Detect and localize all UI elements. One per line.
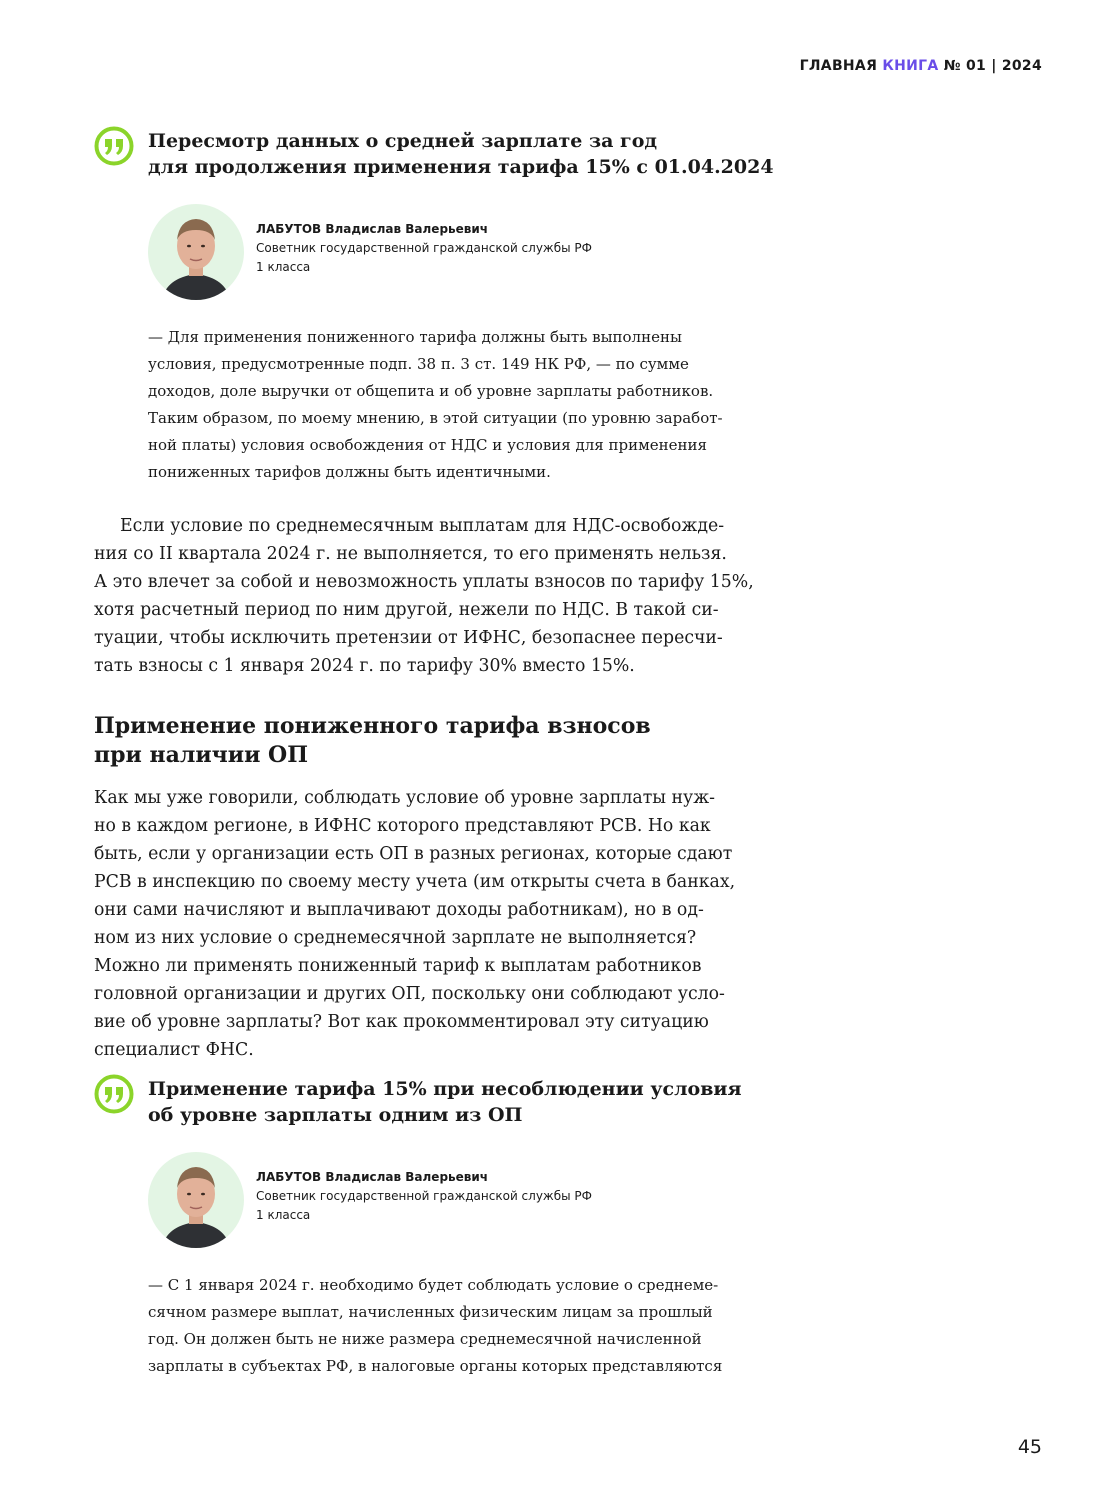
avatar [148,204,244,300]
text-line: доходов, доле выручки от общепита и об уровне зарплаты работников. [148,382,714,400]
avatar [148,1152,244,1248]
text-line: туации, чтобы исключить претензии от ИФНС, безопаснее пересчи- [94,628,723,648]
quote-title-line: об уровне зарплаты одним из ОП [148,1104,523,1126]
expert-role: Советник государственной гражданской службы РФ [256,241,592,255]
text-line: пониженных тарифов должны быть идентичными. [148,463,551,481]
text-line: Если условие по среднемесячным выплатам для НДС-освобожде- [120,516,725,536]
paragraph-1 [94,512,774,680]
page-number: 45 [1017,1436,1042,1458]
quote-title-line: Применение тарифа 15% при несоблюдении условия [148,1078,742,1100]
text-line: Можно ли применять пониженный тариф к выплатам работников [94,956,702,976]
expert-name: ЛАБУТОВ Владислав Валерьевич [256,1170,488,1184]
text-line: — С 1 января 2024 г. необходимо будет соблюдать условие о среднеме- [148,1276,719,1294]
text-line: но в каждом регионе, в ИФНС которого представляют РСВ. Но как [94,816,711,836]
quote-title-1 [148,128,808,180]
quote-title-2 [148,1076,808,1128]
text-line: хотя расчетный период по ним другой, нежели по НДС. В такой си- [94,600,719,620]
heading-line: Применение пониженного тарифа взносов [94,713,651,739]
quote-text-1 [148,324,788,486]
expert-info [256,1168,716,1225]
expert-quote-block-2 [94,1074,794,1394]
text-line: ной платы) условия освобождения от НДС и условия для применения [148,436,707,454]
expert-card-1 [148,204,708,300]
text-line: условия, предусмотренные подп. 38 п. 3 ст. 149 НК РФ, — по сумме [148,355,689,373]
text-line: Как мы уже говорили, соблюдать условие об уровне зарплаты нуж- [94,788,715,808]
quote-marks-icon [94,126,134,166]
quote-title-line: для продолжения применения тарифа 15% с 01.04.2024 [148,156,774,178]
expert-role: 1 класса [256,1208,311,1222]
text-line: они сами начисляют и выплачивают доходы работникам), но в од- [94,900,704,920]
text-line: РСВ в инспекцию по своему месту учета (им открыты счета в банках, [94,872,736,892]
issue-number: № 01 | 2024 [943,58,1042,74]
paragraph-2 [94,784,774,1064]
expert-name: ЛАБУТОВ Владислав Валерьевич [256,222,488,236]
section-heading [94,712,774,770]
text-line: головной организации и других ОП, поскольку они соблюдают усло- [94,984,725,1004]
expert-role: 1 класса [256,260,311,274]
text-line: быть, если у организации есть ОП в разных регионах, которые сдают [94,844,733,864]
text-line: А это влечет за собой и невозможность уплаты взносов по тарифу 15%, [94,572,754,592]
text-line: год. Он должен быть не ниже размера среднемесячной начисленной [148,1330,702,1348]
text-line: вие об уровне зарплаты? Вот как прокомментировал эту ситуацию [94,1012,709,1032]
quote-title-line: Пересмотр данных о средней зарплате за год [148,130,658,152]
text-line: тать взносы с 1 января 2024 г. по тарифу 30% вместо 15%. [94,656,635,676]
expert-role: Советник государственной гражданской службы РФ [256,1189,592,1203]
text-line: зарплаты в субъектах РФ, в налоговые органы которых представляются [148,1357,723,1375]
text-line: — Для применения пониженного тарифа должны быть выполнены [148,328,682,346]
brand-part1: ГЛАВНАЯ [799,58,878,74]
expert-quote-block-1 [94,126,794,486]
heading-line: при наличии ОП [94,742,308,768]
text-line: сячном размере выплат, начисленных физическим лицам за прошлый [148,1303,713,1321]
journal-header [800,58,1042,74]
text-line: специалист ФНС. [94,1040,254,1060]
text-line: ном из них условие о среднемесячной зарплате не выполняется? [94,928,697,948]
expert-info [256,220,716,277]
quote-marks-icon [94,1074,134,1114]
text-line: ния со II квартала 2024 г. не выполняется, то его применять нельзя. [94,544,727,564]
quote-text-2 [148,1272,788,1380]
brand-part2: КНИГА [882,58,939,74]
text-line: Таким образом, по моему мнению, в этой ситуации (по уровню заработ- [148,409,723,427]
expert-card-2 [148,1152,708,1248]
